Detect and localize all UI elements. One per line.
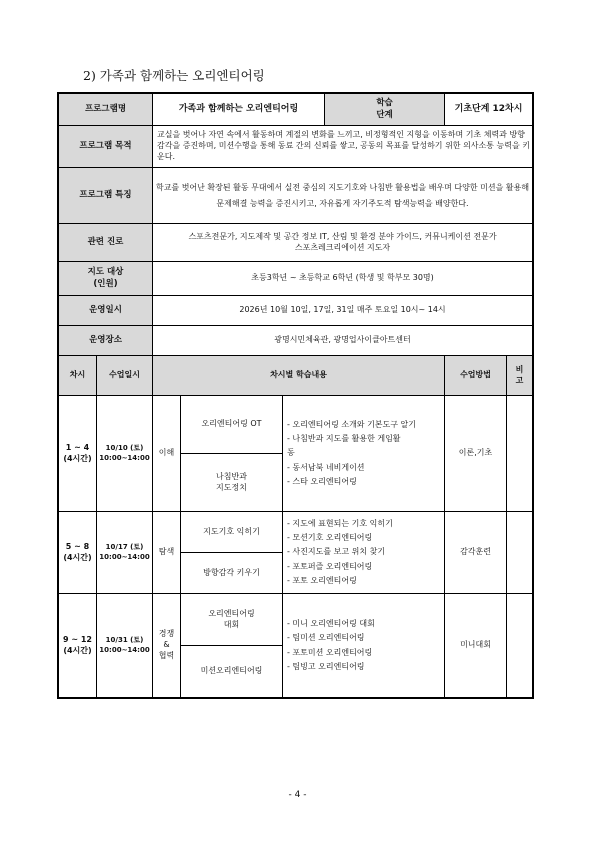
purpose-label: 프로그램 목적 [59, 126, 153, 168]
content-line: - 팀미션 오리엔티어링 [287, 633, 365, 643]
session-topic: 방향감각 키우기 [181, 553, 283, 594]
content-line: - 미니 오리엔티어링 대회 [287, 618, 375, 628]
stage-label-text: 학습 단계 [376, 98, 393, 120]
session-note [507, 512, 533, 594]
session-note [507, 594, 533, 698]
content-line: - 스타 오리엔티어링 [287, 477, 357, 487]
content-line: - 사진지도를 보고 위치 찾기 [287, 547, 386, 557]
content-header: 차시별 학습내용 [153, 356, 445, 396]
content-line: - 팀빙고 오리엔티어링 [287, 661, 365, 671]
session-topic: 나침반과 지도정치 [181, 454, 283, 512]
stage-label [325, 94, 445, 126]
session-method: 미니대회 [445, 594, 507, 698]
session-note [507, 396, 533, 512]
session-contents [283, 594, 445, 698]
session-theme: 탐색 [153, 512, 181, 594]
method-header: 수업방법 [445, 356, 507, 396]
target-label: 지도 대상 (인원) [59, 262, 153, 296]
content-line: - 포토미션 오리엔티어링 [287, 647, 373, 657]
session-method: 이론,기초 [445, 396, 507, 512]
session-topic: 오리엔티어링 대회 [181, 594, 283, 646]
place-text: 광명시민체육관, 광명업사이클아트센터 [153, 326, 533, 356]
content-line: - 포토퍼즐 오리엔티어링 [287, 561, 373, 571]
session-header: 차시 [59, 356, 97, 396]
content-line: 동 [287, 448, 295, 458]
session-contents [283, 512, 445, 594]
target-text: 초등3학년 ~ 초등학교 6학년 (학생 및 학부모 30명) [153, 262, 533, 296]
session-number: 9 ~ 12 (4시간) [59, 594, 97, 698]
datetime-header: 수업일시 [97, 356, 153, 396]
program-table [58, 93, 533, 698]
session-theme: 이해 [153, 396, 181, 512]
program-name: 가족과 함께하는 오리엔티어링 [153, 94, 325, 126]
session-date: 10/31 (토) 10:00~14:00 [97, 594, 153, 698]
content-line: - 포토 오리엔티어링 [287, 576, 357, 586]
session-theme: 경쟁 & 협력 [153, 594, 181, 698]
content-line: - 지도에 표현되는 기호 익히기 [287, 518, 393, 528]
program-name-label: 프로그램명 [59, 94, 153, 126]
feature-text: 학교를 벗어난 확장된 활동 무대에서 실전 중심의 지도기호와 나침반 활용법을 배우며 다양한 미션을 활용해 문제해결 능력을 증진시키고, 자유롭게 자기주도적 탐색능력을 배양한다. [153, 168, 533, 224]
career-text: 스포츠전문가, 지도제작 및 공간 정보 IT, 산림 및 환경 분야 가이드, 커뮤니케이션 전문가 스포츠레크리에이션 지도자 [153, 224, 533, 262]
section-heading: 2) 가족과 함께하는 오리엔티어링 [83, 68, 265, 83]
session-topic: 지도기호 익히기 [181, 512, 283, 553]
session-date: 10/10 (토) 10:00~14:00 [97, 396, 153, 512]
session-number: 5 ~ 8 (4시간) [59, 512, 97, 594]
career-label: 관련 진로 [59, 224, 153, 262]
session-topic: 오리엔티어링 OT [181, 396, 283, 454]
note-header: 비 고 [507, 356, 533, 396]
content-line: - 나침반과 지도를 활용한 게임활 [287, 433, 401, 443]
feature-label: 프로그램 특징 [59, 168, 153, 224]
session-number: 1 ~ 4 (4시간) [59, 396, 97, 512]
session-date: 10/17 (토) 10:00~14:00 [97, 512, 153, 594]
purpose-text: 교실을 벗어나 자연 속에서 활동하며 계절의 변화를 느끼고, 비정형적인 지형을 이동하며 기초 체력과 방향 감각을 증진하며, 미션수행을 통해 동료 간의 신뢰를 쌓고, 공동의 목표를 달성하기 위한 의사소통 능력을 키운다. [153, 126, 533, 168]
page-number: - 4 - [288, 790, 307, 800]
schedule-label: 운영일시 [59, 296, 153, 326]
content-line: - 동서남북 네비게이션 [287, 462, 365, 472]
session-topic: 미션오리엔티어링 [181, 646, 283, 698]
content-line: - 모션기호 오리엔티어링 [287, 532, 373, 542]
schedule-text: 2026년 10월 10일, 17일, 31일 매주 토요일 10시~ 14시 [153, 296, 533, 326]
session-method: 감각훈련 [445, 512, 507, 594]
stage-value: 기초단계 12차시 [445, 94, 533, 126]
session-contents [283, 396, 445, 512]
place-label: 운영장소 [59, 326, 153, 356]
content-line: - 오리엔티어링 소개와 기본도구 알기 [287, 419, 416, 429]
